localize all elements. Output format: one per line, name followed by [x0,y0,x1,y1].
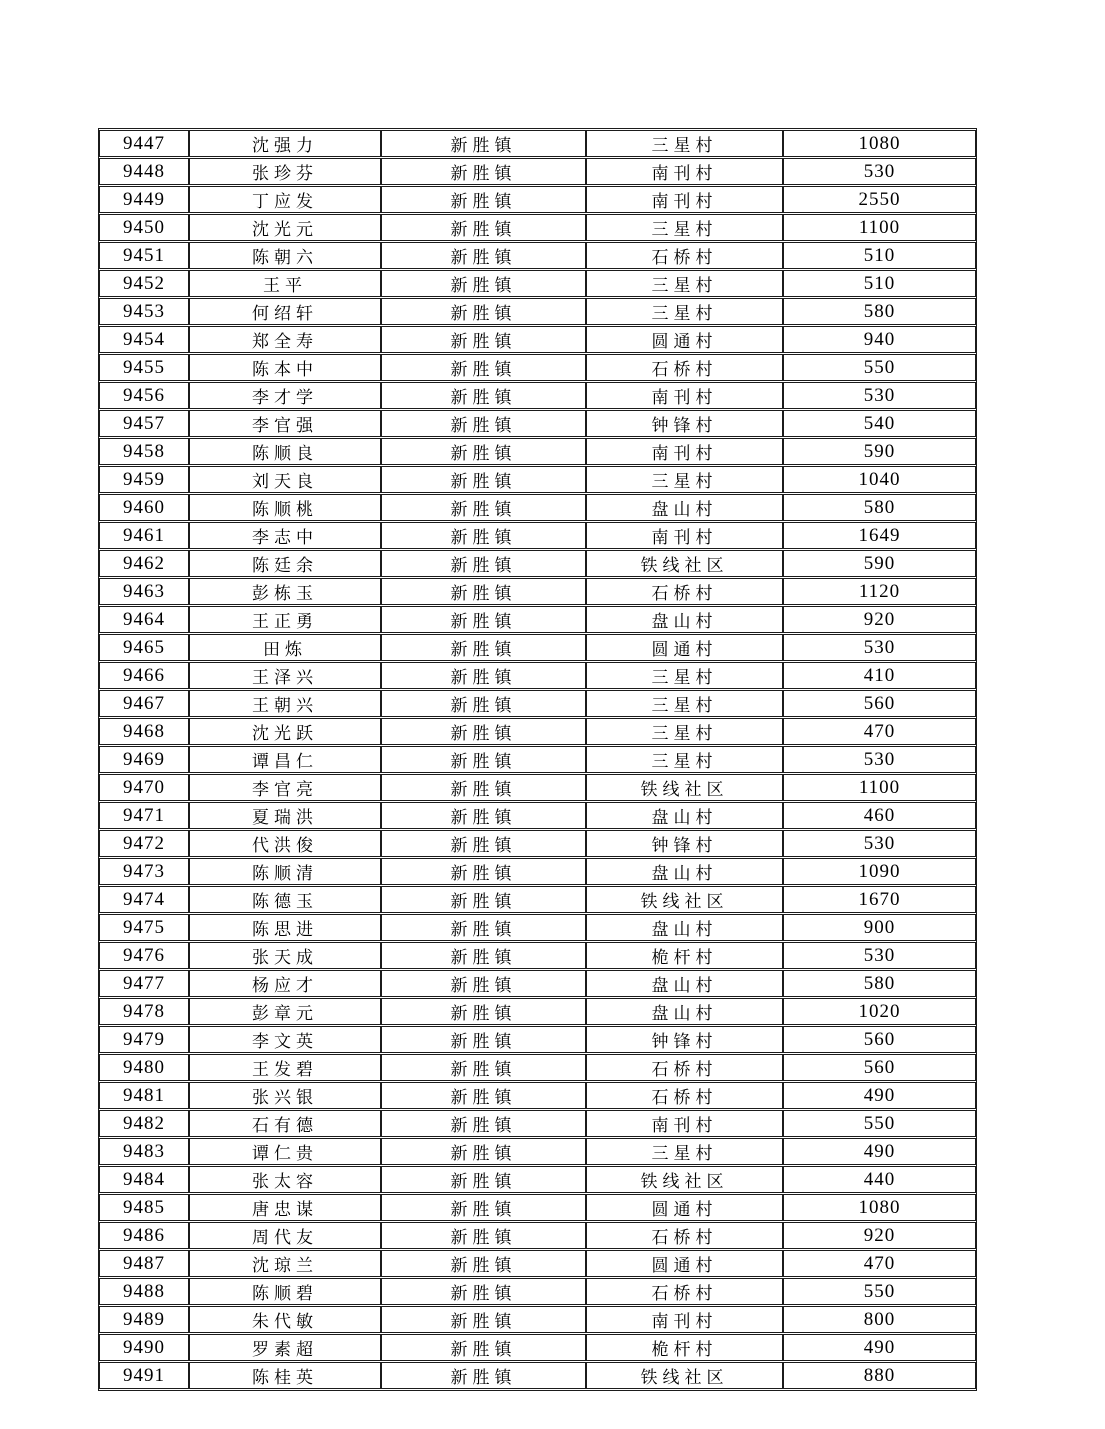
cell-person-name: 张天成 [189,942,381,969]
cell-amount: 560 [783,1026,976,1053]
cell-person-name: 李文英 [189,1026,381,1053]
cell-town: 新胜镇 [381,466,586,493]
cell-person-name: 陈朝六 [189,242,381,269]
table-row [99,130,976,157]
cell-village: 铁线社区 [586,1362,783,1389]
table-row [99,1194,976,1221]
cell-village: 南刊村 [586,1110,783,1137]
cell-amount: 1100 [783,774,976,801]
cell-village: 圆通村 [586,1194,783,1221]
cell-town: 新胜镇 [381,830,586,857]
cell-town: 新胜镇 [381,606,586,633]
cell-person-name: 王正勇 [189,606,381,633]
cell-amount: 590 [783,550,976,577]
cell-serial-number: 9483 [99,1138,189,1165]
table-row [99,242,976,269]
cell-town: 新胜镇 [381,326,586,353]
cell-village: 铁线社区 [586,886,783,913]
cell-amount: 460 [783,802,976,829]
cell-serial-number: 9450 [99,214,189,241]
cell-amount: 410 [783,662,976,689]
cell-amount: 1080 [783,130,976,157]
table-row [99,914,976,941]
cell-person-name: 张兴银 [189,1082,381,1109]
cell-town: 新胜镇 [381,634,586,661]
cell-village: 盘山村 [586,858,783,885]
cell-person-name: 陈廷余 [189,550,381,577]
table-row [99,970,976,997]
cell-village: 铁线社区 [586,550,783,577]
cell-village: 桅杆村 [586,942,783,969]
cell-serial-number: 9491 [99,1362,189,1389]
cell-amount: 1120 [783,578,976,605]
cell-town: 新胜镇 [381,550,586,577]
cell-serial-number: 9486 [99,1222,189,1249]
cell-person-name: 沈强力 [189,130,381,157]
cell-amount: 2550 [783,186,976,213]
cell-person-name: 陈顺清 [189,858,381,885]
cell-person-name: 谭仁贵 [189,1138,381,1165]
cell-serial-number: 9484 [99,1166,189,1193]
cell-town: 新胜镇 [381,662,586,689]
cell-town: 新胜镇 [381,802,586,829]
cell-serial-number: 9454 [99,326,189,353]
cell-serial-number: 9480 [99,1054,189,1081]
cell-amount: 1020 [783,998,976,1025]
cell-town: 新胜镇 [381,186,586,213]
cell-town: 新胜镇 [381,1222,586,1249]
cell-village: 南刊村 [586,1306,783,1333]
cell-amount: 510 [783,270,976,297]
table-row [99,858,976,885]
cell-amount: 1080 [783,1194,976,1221]
table-row [99,214,976,241]
cell-village: 盘山村 [586,606,783,633]
table-row [99,186,976,213]
cell-serial-number: 9479 [99,1026,189,1053]
cell-village: 石桥村 [586,354,783,381]
cell-village: 铁线社区 [586,774,783,801]
cell-person-name: 夏瑞洪 [189,802,381,829]
table-row [99,1278,976,1305]
cell-serial-number: 9453 [99,298,189,325]
cell-village: 盘山村 [586,802,783,829]
cell-person-name: 陈本中 [189,354,381,381]
cell-amount: 490 [783,1334,976,1361]
cell-village: 南刊村 [586,382,783,409]
cell-village: 盘山村 [586,494,783,521]
cell-village: 圆通村 [586,326,783,353]
cell-town: 新胜镇 [381,1110,586,1137]
cell-town: 新胜镇 [381,158,586,185]
cell-village: 三星村 [586,298,783,325]
cell-town: 新胜镇 [381,1054,586,1081]
cell-village: 南刊村 [586,158,783,185]
cell-serial-number: 9451 [99,242,189,269]
cell-village: 三星村 [586,718,783,745]
cell-serial-number: 9464 [99,606,189,633]
cell-serial-number: 9466 [99,662,189,689]
cell-town: 新胜镇 [381,1278,586,1305]
table-row [99,270,976,297]
table-row [99,1222,976,1249]
cell-village: 盘山村 [586,970,783,997]
cell-person-name: 彭章元 [189,998,381,1025]
cell-amount: 530 [783,746,976,773]
cell-village: 石桥村 [586,242,783,269]
roster-table [98,128,977,1391]
cell-serial-number: 9462 [99,550,189,577]
cell-serial-number: 9488 [99,1278,189,1305]
cell-person-name: 沈光跃 [189,718,381,745]
cell-town: 新胜镇 [381,522,586,549]
cell-amount: 530 [783,158,976,185]
cell-amount: 560 [783,1054,976,1081]
table-row [99,802,976,829]
table-row [99,382,976,409]
cell-town: 新胜镇 [381,998,586,1025]
cell-serial-number: 9469 [99,746,189,773]
cell-amount: 490 [783,1082,976,1109]
cell-village: 石桥村 [586,1222,783,1249]
cell-village: 三星村 [586,690,783,717]
cell-amount: 1090 [783,858,976,885]
table-row [99,606,976,633]
cell-town: 新胜镇 [381,354,586,381]
cell-person-name: 彭栋玉 [189,578,381,605]
cell-serial-number: 9457 [99,410,189,437]
cell-town: 新胜镇 [381,970,586,997]
cell-person-name: 罗素超 [189,1334,381,1361]
cell-amount: 440 [783,1166,976,1193]
cell-amount: 580 [783,494,976,521]
cell-amount: 900 [783,914,976,941]
cell-serial-number: 9477 [99,970,189,997]
cell-serial-number: 9475 [99,914,189,941]
cell-town: 新胜镇 [381,242,586,269]
cell-serial-number: 9472 [99,830,189,857]
cell-serial-number: 9463 [99,578,189,605]
cell-serial-number: 9478 [99,998,189,1025]
cell-village: 三星村 [586,130,783,157]
cell-village: 钟锋村 [586,1026,783,1053]
cell-village: 三星村 [586,662,783,689]
cell-person-name: 王泽兴 [189,662,381,689]
cell-serial-number: 9481 [99,1082,189,1109]
cell-person-name: 王发碧 [189,1054,381,1081]
cell-person-name: 陈德玉 [189,886,381,913]
cell-person-name: 沈光元 [189,214,381,241]
cell-amount: 550 [783,1110,976,1137]
cell-town: 新胜镇 [381,886,586,913]
cell-serial-number: 9474 [99,886,189,913]
table-row [99,886,976,913]
cell-serial-number: 9482 [99,1110,189,1137]
table-row [99,410,976,437]
cell-person-name: 陈顺桃 [189,494,381,521]
cell-person-name: 周代友 [189,1222,381,1249]
cell-person-name: 田炼 [189,634,381,661]
cell-village: 南刊村 [586,438,783,465]
cell-village: 石桥村 [586,1278,783,1305]
cell-village: 铁线社区 [586,1166,783,1193]
table-row [99,354,976,381]
cell-amount: 530 [783,942,976,969]
cell-town: 新胜镇 [381,1194,586,1221]
table-row [99,1110,976,1137]
cell-serial-number: 9455 [99,354,189,381]
table-row [99,494,976,521]
table-row [99,830,976,857]
table-row [99,550,976,577]
cell-town: 新胜镇 [381,1306,586,1333]
cell-person-name: 唐忠谋 [189,1194,381,1221]
cell-village: 钟锋村 [586,830,783,857]
cell-serial-number: 9490 [99,1334,189,1361]
cell-amount: 470 [783,718,976,745]
table-row [99,1166,976,1193]
table-row [99,298,976,325]
cell-town: 新胜镇 [381,1082,586,1109]
cell-town: 新胜镇 [381,774,586,801]
cell-person-name: 陈思进 [189,914,381,941]
cell-town: 新胜镇 [381,578,586,605]
cell-town: 新胜镇 [381,718,586,745]
cell-town: 新胜镇 [381,1334,586,1361]
cell-person-name: 李才学 [189,382,381,409]
cell-amount: 550 [783,354,976,381]
cell-amount: 1100 [783,214,976,241]
cell-serial-number: 9452 [99,270,189,297]
cell-serial-number: 9489 [99,1306,189,1333]
cell-amount: 580 [783,298,976,325]
table-row [99,746,976,773]
table-row [99,1306,976,1333]
cell-town: 新胜镇 [381,858,586,885]
cell-person-name: 郑全寿 [189,326,381,353]
cell-person-name: 王朝兴 [189,690,381,717]
cell-village: 圆通村 [586,1250,783,1277]
cell-town: 新胜镇 [381,494,586,521]
table-row [99,522,976,549]
cell-serial-number: 9487 [99,1250,189,1277]
cell-town: 新胜镇 [381,1250,586,1277]
cell-amount: 1649 [783,522,976,549]
cell-person-name: 张珍芬 [189,158,381,185]
cell-village: 石桥村 [586,578,783,605]
cell-amount: 560 [783,690,976,717]
table-row [99,662,976,689]
table-row [99,1026,976,1053]
cell-amount: 490 [783,1138,976,1165]
cell-village: 石桥村 [586,1082,783,1109]
cell-village: 盘山村 [586,914,783,941]
cell-serial-number: 9476 [99,942,189,969]
table-row [99,326,976,353]
cell-town: 新胜镇 [381,438,586,465]
cell-amount: 550 [783,1278,976,1305]
cell-town: 新胜镇 [381,270,586,297]
cell-town: 新胜镇 [381,1166,586,1193]
cell-person-name: 王平 [189,270,381,297]
cell-amount: 590 [783,438,976,465]
cell-serial-number: 9485 [99,1194,189,1221]
cell-serial-number: 9468 [99,718,189,745]
cell-village: 三星村 [586,466,783,493]
table-row [99,466,976,493]
cell-serial-number: 9447 [99,130,189,157]
cell-amount: 470 [783,1250,976,1277]
cell-person-name: 何绍轩 [189,298,381,325]
cell-town: 新胜镇 [381,942,586,969]
table-row [99,998,976,1025]
cell-village: 三星村 [586,214,783,241]
cell-town: 新胜镇 [381,1362,586,1389]
cell-village: 南刊村 [586,186,783,213]
cell-amount: 530 [783,382,976,409]
table-row [99,578,976,605]
cell-person-name: 朱代敏 [189,1306,381,1333]
cell-person-name: 李官亮 [189,774,381,801]
cell-person-name: 杨应才 [189,970,381,997]
cell-town: 新胜镇 [381,410,586,437]
cell-person-name: 刘天良 [189,466,381,493]
cell-person-name: 李志中 [189,522,381,549]
table-row [99,634,976,661]
cell-serial-number: 9460 [99,494,189,521]
table-row [99,1362,976,1389]
cell-amount: 920 [783,1222,976,1249]
cell-village: 石桥村 [586,1054,783,1081]
cell-person-name: 陈顺碧 [189,1278,381,1305]
table-row [99,942,976,969]
table-row [99,158,976,185]
cell-serial-number: 9449 [99,186,189,213]
table-row [99,1054,976,1081]
cell-village: 圆通村 [586,634,783,661]
cell-person-name: 代洪俊 [189,830,381,857]
cell-serial-number: 9473 [99,858,189,885]
cell-person-name: 张太容 [189,1166,381,1193]
cell-amount: 580 [783,970,976,997]
roster-table-body [99,130,976,1389]
cell-amount: 1040 [783,466,976,493]
cell-town: 新胜镇 [381,1138,586,1165]
cell-town: 新胜镇 [381,130,586,157]
table-row [99,1138,976,1165]
table-row [99,774,976,801]
cell-town: 新胜镇 [381,914,586,941]
cell-amount: 940 [783,326,976,353]
cell-person-name: 谭昌仁 [189,746,381,773]
cell-person-name: 李官强 [189,410,381,437]
cell-town: 新胜镇 [381,746,586,773]
cell-serial-number: 9459 [99,466,189,493]
cell-village: 钟锋村 [586,410,783,437]
cell-amount: 880 [783,1362,976,1389]
table-row [99,1082,976,1109]
cell-town: 新胜镇 [381,214,586,241]
cell-town: 新胜镇 [381,298,586,325]
table-row [99,1334,976,1361]
cell-village: 盘山村 [586,998,783,1025]
cell-amount: 510 [783,242,976,269]
cell-town: 新胜镇 [381,1026,586,1053]
table-row [99,438,976,465]
cell-amount: 530 [783,830,976,857]
cell-serial-number: 9456 [99,382,189,409]
cell-village: 三星村 [586,1138,783,1165]
cell-amount: 1670 [783,886,976,913]
cell-person-name: 丁应发 [189,186,381,213]
cell-amount: 800 [783,1306,976,1333]
table-row [99,718,976,745]
cell-town: 新胜镇 [381,690,586,717]
table-row [99,1250,976,1277]
cell-person-name: 陈顺良 [189,438,381,465]
cell-serial-number: 9467 [99,690,189,717]
cell-amount: 530 [783,634,976,661]
cell-person-name: 陈桂英 [189,1362,381,1389]
cell-village: 南刊村 [586,522,783,549]
cell-serial-number: 9465 [99,634,189,661]
cell-serial-number: 9461 [99,522,189,549]
cell-serial-number: 9470 [99,774,189,801]
cell-village: 桅杆村 [586,1334,783,1361]
cell-serial-number: 9448 [99,158,189,185]
table-row [99,690,976,717]
cell-town: 新胜镇 [381,382,586,409]
cell-person-name: 沈琼兰 [189,1250,381,1277]
cell-amount: 540 [783,410,976,437]
cell-village: 三星村 [586,746,783,773]
cell-village: 三星村 [586,270,783,297]
cell-person-name: 石有德 [189,1110,381,1137]
cell-amount: 920 [783,606,976,633]
cell-serial-number: 9458 [99,438,189,465]
cell-serial-number: 9471 [99,802,189,829]
